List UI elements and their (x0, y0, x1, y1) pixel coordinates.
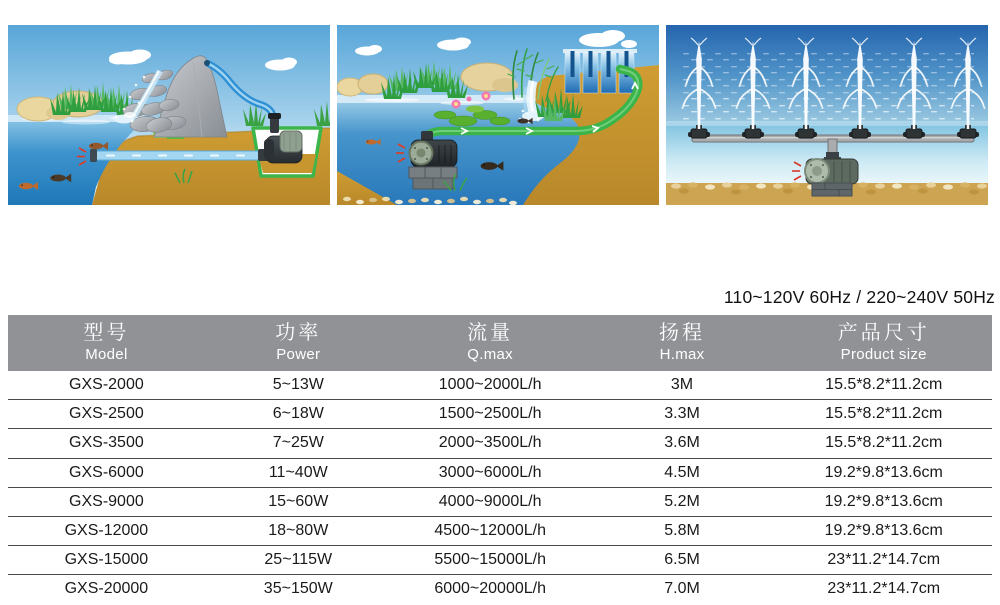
voltage-frequency-note: 110~120V 60Hz / 220~240V 50Hz (723, 287, 995, 307)
brick-base (409, 167, 457, 178)
spec-table-header (8, 315, 992, 371)
table-cell: GXS-2500 (69, 405, 144, 423)
column-header-power (205, 315, 392, 371)
table-cell: GXS-15000 (64, 551, 149, 569)
table-row (8, 459, 992, 488)
table-cell: 7~25W (272, 434, 324, 452)
column-header-product-size (776, 315, 992, 371)
table-cell: 19.2*9.8*13.6cm (824, 463, 943, 481)
table-row (8, 488, 992, 517)
table-cell: 4.5M (664, 463, 700, 481)
column-header-product-size-en: Product size (840, 346, 927, 364)
table-cell: GXS-20000 (64, 580, 149, 598)
table-cell: 25~115W (264, 551, 333, 569)
column-header-power-en: Power (276, 346, 321, 364)
table-cell: 3000~6000L/h (438, 463, 542, 481)
waterfall-rockery-scene (8, 25, 330, 205)
table-cell: 15~60W (268, 492, 329, 510)
column-header-product-size-cn: 产品尺寸 (837, 322, 930, 345)
table-cell: 19.2*9.8*13.6cm (824, 492, 943, 510)
column-header-model-en: Model (85, 346, 128, 364)
column-header-qmax (392, 315, 589, 371)
table-cell: 15.5*8.2*11.2cm (825, 376, 943, 394)
pump-pond-filter-scene-icon (337, 25, 659, 205)
table-cell: 23*11.2*14.7cm (827, 580, 941, 598)
pump-rockery-waterfall-scene-icon (8, 25, 330, 205)
column-header-power-cn: 功率 (275, 322, 322, 345)
table-cell: 5500~15000L/h (434, 551, 546, 569)
spec-table-body (8, 371, 992, 604)
table-row (8, 546, 992, 575)
table-cell: 1000~2000L/h (438, 376, 542, 394)
application-illustrations (8, 25, 988, 205)
fountain-array-scene (666, 25, 988, 205)
column-header-model (8, 315, 205, 371)
table-cell: 3.6M (664, 434, 700, 452)
table-cell: 35~150W (263, 580, 333, 598)
column-header-hmax-en: H.max (659, 346, 705, 364)
table-cell: 6~18W (272, 405, 324, 423)
table-cell: 23*11.2*14.7cm (827, 551, 941, 569)
table-cell: GXS-3500 (69, 434, 144, 452)
pond-filtration-scene (337, 25, 659, 205)
column-header-qmax-en: Q.max (467, 346, 513, 364)
table-cell: 5.2M (664, 492, 700, 510)
table-cell: 18~80W (268, 522, 329, 540)
spray-droplets-dense (682, 97, 974, 123)
table-cell: 4500~12000L/h (434, 522, 546, 540)
table-cell: 4000~9000L/h (438, 492, 542, 510)
table-cell: GXS-9000 (69, 492, 144, 510)
table-cell: GXS-6000 (69, 463, 144, 481)
pump-fountain-spray-scene-icon (666, 25, 988, 205)
table-row (8, 575, 992, 603)
table-cell: 6000~20000L/h (434, 580, 546, 598)
table-cell: 7.0M (664, 580, 700, 598)
table-cell: 11~40W (268, 463, 328, 481)
table-row (8, 400, 992, 429)
table-cell: 15.5*8.2*11.2cm (825, 434, 943, 452)
table-cell: 3M (670, 376, 694, 394)
table-cell: 3.3M (664, 405, 700, 423)
table-row (8, 517, 992, 546)
table-cell: 15.5*8.2*11.2cm (825, 405, 943, 423)
table-cell: 2000~3500L/h (438, 434, 542, 452)
table-row (8, 371, 992, 400)
column-header-hmax (589, 315, 776, 371)
waterline (666, 121, 988, 126)
table-cell: 1500~2500L/h (438, 405, 542, 423)
table-row (8, 429, 992, 458)
table-cell: GXS-2000 (69, 376, 144, 394)
spec-table (8, 315, 992, 604)
table-cell: GXS-12000 (64, 522, 149, 540)
column-header-hmax-cn: 扬程 (659, 322, 706, 345)
table-cell: 19.2*9.8*13.6cm (824, 522, 943, 540)
table-cell: 6.5M (664, 551, 700, 569)
table-cell: 5~13W (272, 376, 324, 394)
column-header-model-cn: 型号 (83, 322, 130, 345)
table-cell: 5.8M (664, 522, 700, 540)
column-header-qmax-cn: 流量 (467, 322, 514, 345)
